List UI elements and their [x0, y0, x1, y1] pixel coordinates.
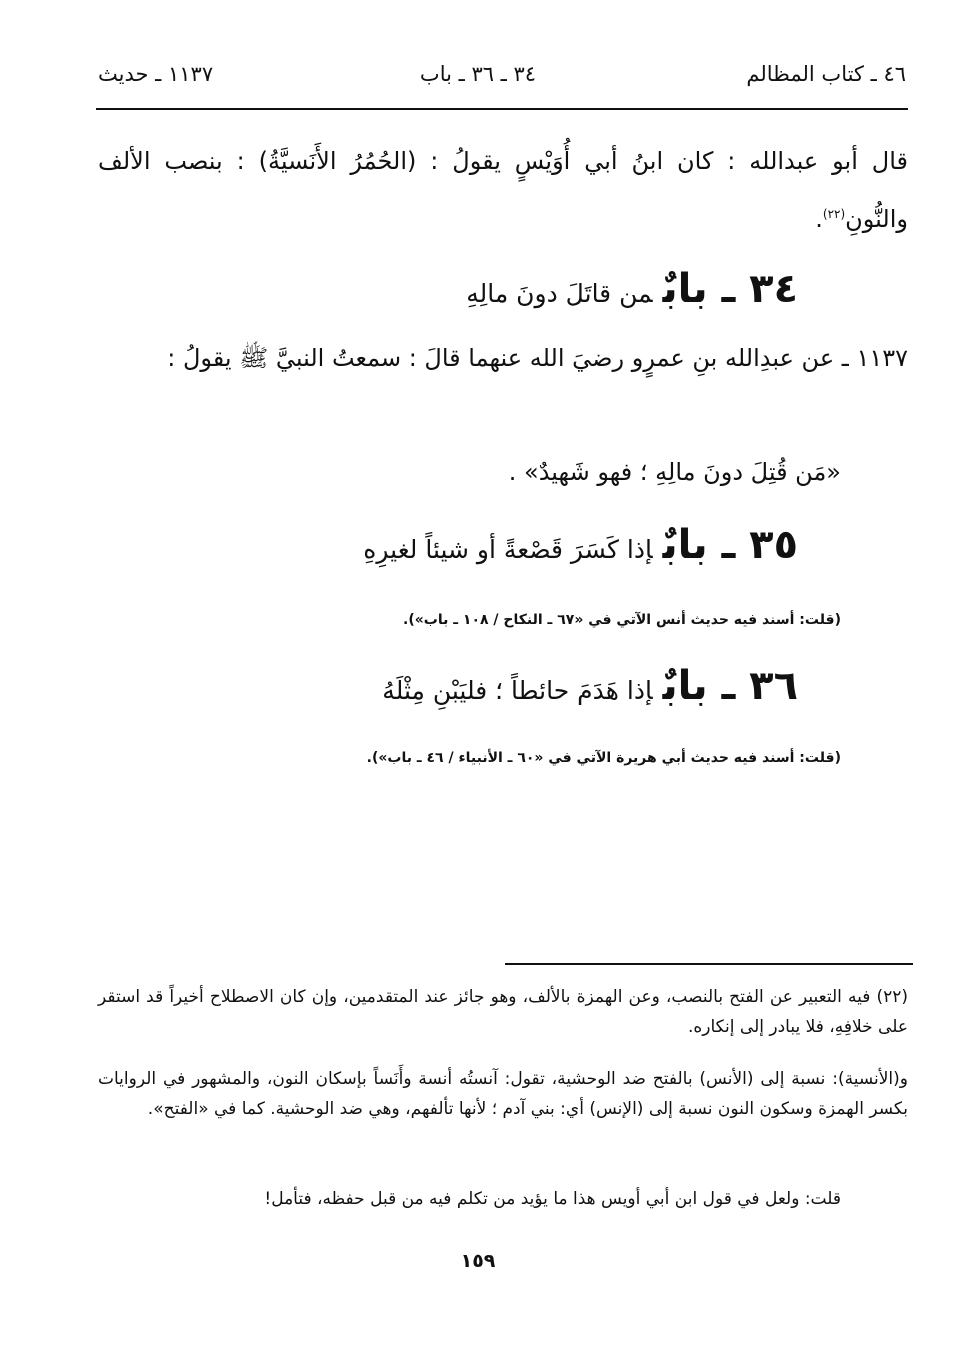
footnote-22: (٢٢) فيه التعبير عن الفتح بالنصب، وعن الهمزة بالألف، وهو جائز عند المتقدمين، وإن كان الاصطلاح أخيراً قد استقر على خلافِهِ، فلا يبادر إلى إنكاره.	[98, 987, 908, 1037]
header-divider	[96, 108, 908, 110]
chapter-36-note: (قلت: أسند فيه حديث أبي هريرة الآتي في «٦٠ ـ الأنبياء / ٤٦ ـ باب»).	[366, 750, 841, 766]
chapter-36-number: ٣٦ ـ بابٌ	[662, 663, 798, 709]
chapter-35-number: ٣٥ ـ بابٌ	[662, 522, 798, 568]
footnote-divider	[505, 963, 913, 965]
footnote-ansiyya: و(الأنسية): نسبة إلى (الأنس) بالفتح ضد الوحشية، تقول: آنستُه أنسة وأَنَساً بإسكان النون، والمشهور في الروايات بكسر الهمزة وسكون النون نسبة إلى (الإنس) أي: بني آدم ؛ لأنها تألفهم، وهي ضد الوحشية. كما في «الفتح».	[98, 1069, 908, 1119]
chapter-35-note: (قلت: أسند فيه حديث أنس الآتي في «٦٧ ـ النكاح / ١٠٨ ـ باب»).	[403, 612, 841, 628]
chapter-34-title: من قاتَلَ دونَ مالِهِ	[466, 279, 653, 308]
page-number: ١٥٩	[460, 1250, 496, 1272]
hadith-quote: «مَن قُتِلَ دونَ مالِهِ ؛ فهو شَهيدٌ» .	[508, 458, 841, 486]
hadith-paragraph: ١١٣٧ ـ عن عبدِالله بنِ عمرٍو رضيَ الله عنهما قالَ : سمعتُ النبيَّ ﷺ يقولُ :	[167, 344, 908, 372]
opening-text: قال أبو عبدالله : كان ابنُ أبي أُوَيْسٍ يقولُ : (الحُمُرُ الأَنَسيَّةُ) : بنصب الألف والنُّونِ	[98, 147, 908, 233]
chapter-36-title: إذا هَدَمَ حائطاً ؛ فليَبْنِ مِثْلَهُ	[382, 676, 653, 705]
chapter-35-heading	[363, 522, 798, 568]
chapter-34-number: ٣٤ ـ بابٌ	[662, 266, 798, 312]
chapter-36-heading	[382, 663, 798, 709]
running-header-book: ٤٦ ـ كتاب المظالم	[746, 62, 906, 86]
footnote-ref: (٢٢)	[822, 207, 846, 221]
footnote-remark: قلت: ولعل في قول ابن أبي أويس هذا ما يؤيد من تكلم فيه من قبل حفظه، فتأمل!	[264, 1189, 841, 1209]
running-header-hadith: ١١٣٧ ـ حديث	[98, 62, 214, 86]
chapter-34-heading	[466, 266, 798, 312]
opening-paragraph	[98, 132, 908, 248]
chapter-35-title: إذا كَسَرَ قَصْعةً أو شيئاً لغيرِهِ	[363, 535, 653, 564]
running-header-chapters: ٣٤ ـ ٣٦ ـ باب	[419, 62, 537, 86]
opening-end: .	[815, 205, 823, 233]
